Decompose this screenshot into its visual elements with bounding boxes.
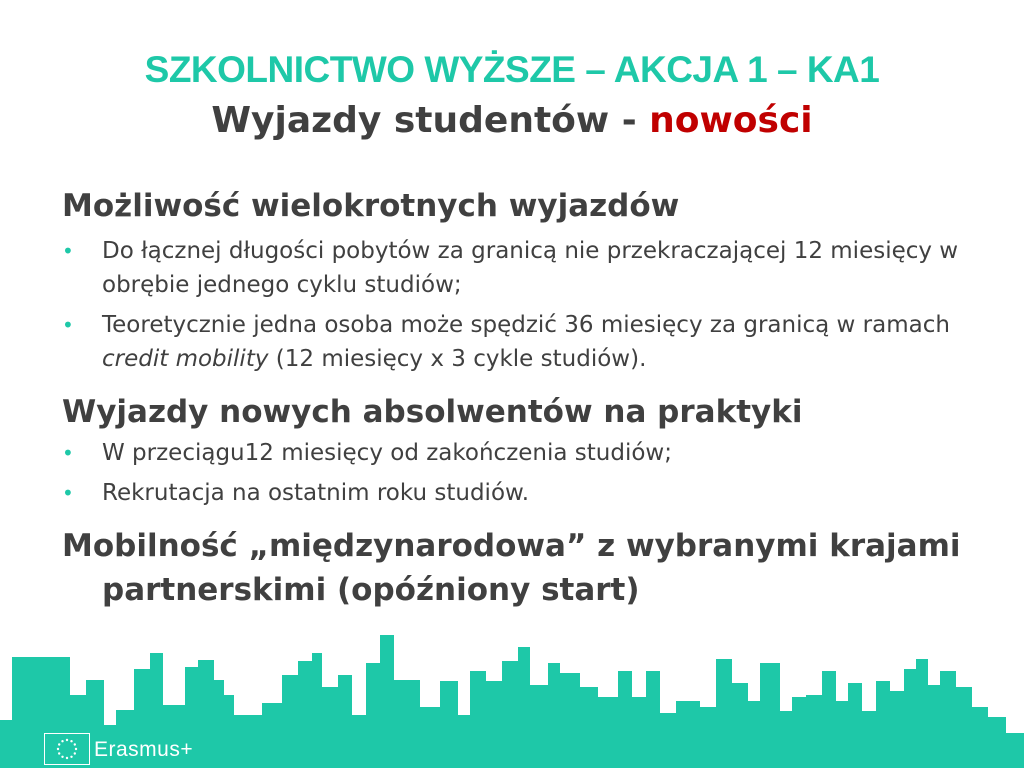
list-item-text-end: (12 miesięcy x 3 cykle studiów). [268,346,647,372]
slide-subtitle [0,98,1024,144]
subtitle-text: Wyjazdy studentów - [211,100,650,141]
bullet-icon: • [62,239,74,263]
list-item-italic: credit mobility [102,346,269,372]
list-item [62,234,962,302]
slide-title: SZKOLNICTWO WYŻSZE – AKCJA 1 – KA1 [144,49,880,90]
bullet-list-multiple-trips [62,234,962,376]
eu-flag-icon [44,733,90,765]
list-item-text: W przeciągu12 miesięcy od zakończenia studiów; [102,440,672,466]
stars-circle-icon [45,734,89,764]
section-heading-international: Mobilność „międzynarodowa” z wybranymi krajami partnerskimi (opóźniony start) [62,528,961,608]
subtitle-accent: nowości [649,100,813,141]
list-item-text: Rekrutacja na ostatnim roku studiów. [102,480,530,506]
bullet-icon: • [62,481,74,505]
slide-content [62,182,962,612]
section-heading-graduates: Wyjazdy nowych absolwentów na praktyki [62,394,803,430]
erasmus-plus-logo: Erasmus+ [94,738,194,761]
list-item-text: Do łącznej długości pobytów za granicą nie przekraczającej 12 miesięcy w obrębie jednego cyklu studiów; [102,238,959,298]
bullet-icon: • [62,313,74,337]
list-item [62,476,962,510]
bullet-list-graduates [62,436,962,510]
list-item [62,308,962,376]
bullet-icon: • [62,441,74,465]
list-item [62,436,962,470]
section-heading-multiple-trips: Możliwość wielokrotnych wyjazdów [62,188,680,224]
list-item-text: Teoretycznie jedna osoba może spędzić 36 miesięcy za granicą w ramach [102,312,950,338]
